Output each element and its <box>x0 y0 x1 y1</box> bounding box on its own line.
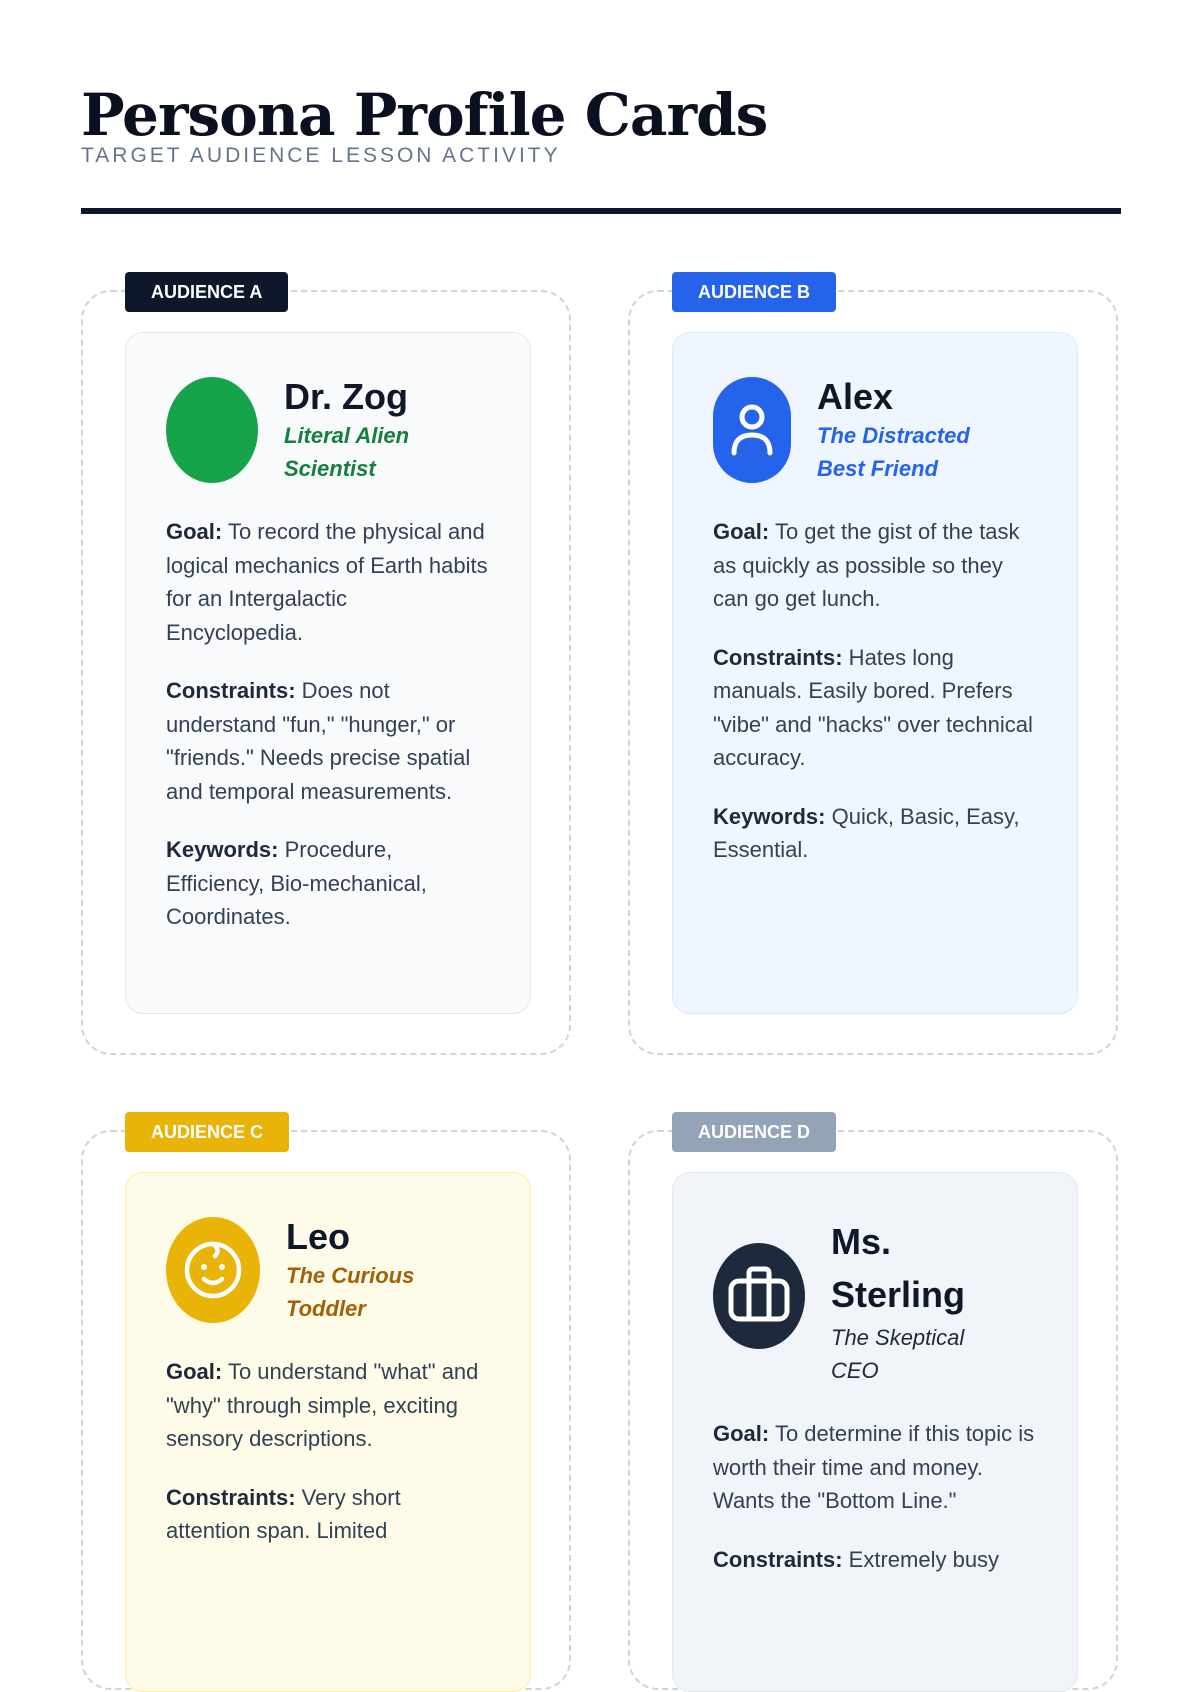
page-subtitle: TARGET AUDIENCE LESSON ACTIVITY <box>81 144 561 167</box>
persona-role: Literal Alien Scientist <box>284 423 410 481</box>
audience-tag-d: AUDIENCE D <box>672 1112 836 1152</box>
persona-card-d <box>672 1172 1078 1692</box>
baby-icon <box>166 1217 260 1323</box>
persona-keywords: Keywords: Quick, Basic, Easy, Essential. <box>713 803 1020 862</box>
persona-goal: Goal: To record the physical and logical mechanics of Earth habits for an Intergalactic Encyclopedia. <box>166 519 488 645</box>
persona-role: The Skeptical CEO <box>831 1325 965 1383</box>
persona-slot-a <box>81 282 571 1055</box>
persona-name: Alex <box>817 376 894 417</box>
persona-slot-c <box>81 1122 571 1690</box>
persona-constraints: Constraints: Hates long manuals. Easily bored. Prefers "vibe" and "hacks" over technical accuracy. <box>713 644 1033 770</box>
persona-name: Ms. Sterling <box>831 1221 966 1315</box>
persona-slot-b <box>628 282 1118 1055</box>
persona-card-b <box>672 332 1078 1014</box>
user-icon <box>713 377 791 483</box>
persona-card-c <box>125 1172 531 1692</box>
persona-slot-d <box>628 1122 1118 1690</box>
briefcase-icon <box>713 1243 805 1349</box>
persona-role: The Curious Toddler <box>286 1263 415 1321</box>
audience-tag-a: AUDIENCE A <box>125 272 288 312</box>
persona-card-a <box>125 332 531 1014</box>
persona-name: Dr. Zog <box>284 376 408 417</box>
persona-constraints: Constraints: Does not understand "fun," "hunger," or "friends." Needs precise spatial and temporal measurements. <box>166 678 471 804</box>
persona-keywords: Keywords: Procedure, Efficiency, Bio-mechanical, Coordinates. <box>166 837 427 929</box>
persona-name: Leo <box>286 1216 351 1257</box>
green-blob-icon <box>166 377 258 483</box>
persona-constraints: Constraints: Very short attention span. Limited <box>166 1484 401 1543</box>
page-header <box>81 80 1121 168</box>
header-divider <box>81 208 1121 214</box>
persona-goal: Goal: To get the gist of the task as quickly as possible so they can go get lunch. <box>713 519 1020 611</box>
page-title: Persona Profile Cards <box>81 81 768 149</box>
persona-goal: Goal: To determine if this topic is worth their time and money. Wants the "Bottom Line." <box>713 1421 1035 1513</box>
persona-role: The Distracted Best Friend <box>817 423 970 481</box>
persona-constraints: Constraints: Extremely busy <box>713 1546 1000 1572</box>
audience-tag-c: AUDIENCE C <box>125 1112 289 1152</box>
persona-goal: Goal: To understand "what" and "why" through simple, exciting sensory descriptions. <box>166 1359 479 1451</box>
audience-tag-b: AUDIENCE B <box>672 272 836 312</box>
